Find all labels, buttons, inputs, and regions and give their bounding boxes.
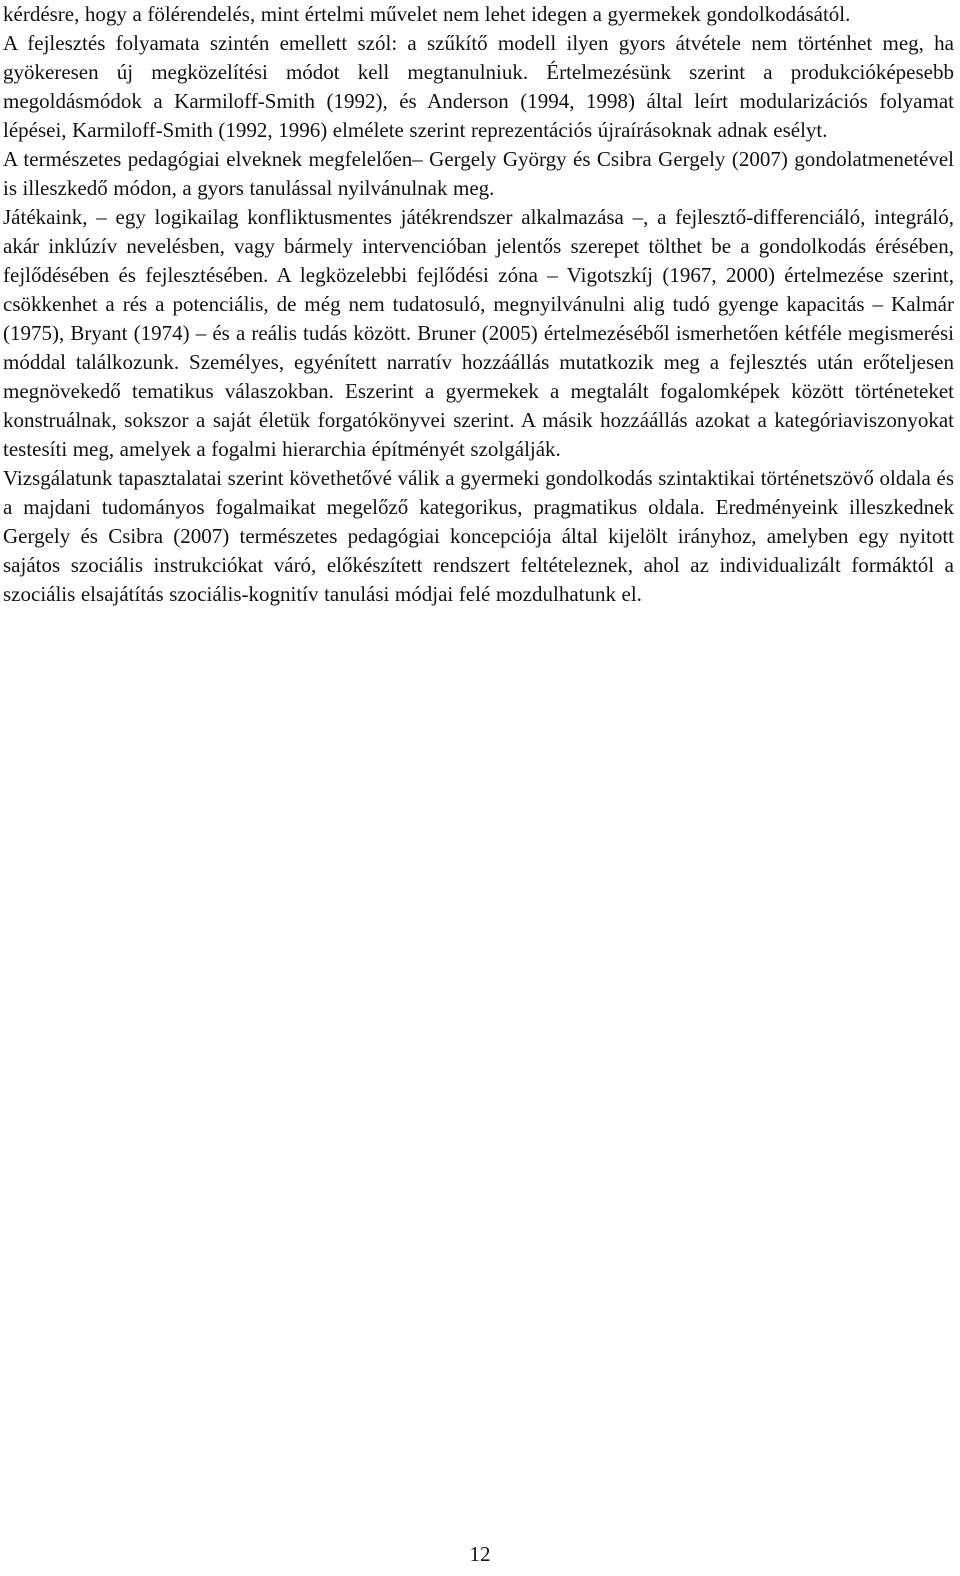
paragraph-5: Vizsgálatunk tapasztalatai szerint követhetővé válik a gyermeki gondolkodás szintaktikai történetszövő oldala és a majdani tudományos fogalmaikat megelőző kategorikus, pragmatikus oldala. Eredményeink illeszkednek Gergely és Csibra (2007) természetes pedagógiai koncepciója által kijelölt irányhoz, amelyben egy nyitott sajátos szociális instrukciókat váró, előkészített rendszert feltételeznek, ahol az individualizált formáktól a szociális elsajátítás szociális-kognitív tanulási módjai felé mozdulhatunk el.	[3, 466, 954, 606]
paragraph-3: A természetes pedagógiai elveknek megfelelően– Gergely György és Csibra Gergely (2007) gondolatmenetével is illeszkedő módon, a gyors tanulással nyilvánulnak meg.	[3, 147, 954, 200]
page-number: 12	[469, 1542, 491, 1566]
paragraph-4: Játékaink, – egy logikailag konfliktusmentes játékrendszer alkalmazása –, a fejlesztő-differenciáló, integráló, akár inklúzív nevelésben, vagy bármely intervencióban jelentős szerepet tölthet be a gondolkodás érésében, fejlődésében és fejlesztésében. A legközelebbi fejlődési zóna – Vigotszkíj (1967, 2000) értelmezése szerint, csökkenhet a rés a potenciális, de még nem tudatosuló, megnyilvánulni alig tudó gyenge kapacitás – Kalmár (1975), Bryant (1974) – és a reális tudás között. Bruner (2005) értelmezéséből ismerhetően kétféle megismerési móddal találkozunk. Személyes, egyénített narratív hozzáállás mutatkozik meg a fejlesztés után erőteljesen megnövekedő tematikus válaszokban. Eszerint a gyermekek a megtalált fogalomképek között történeteket konstruálnak, sokszor a saját életük forgatókönyvei szerint. A másik hozzáállás azokat a kategóriaviszonyokat testesíti meg, amelyek a fogalmi hierarchia építményét szolgálják.	[3, 205, 954, 461]
paragraph-1: kérdésre, hogy a fölérendelés, mint értelmi művelet nem lehet idegen a gyermekek gondolkodásától.	[3, 2, 851, 26]
paragraph-2: A fejlesztés folyamata szintén emellett szól: a szűkítő modell ilyen gyors átvétele nem történhet meg, ha gyökeresen új megközelítési módot kell megtanulniuk. Értelmezésünk szerint a produkcióképesebb megoldásmódok a Karmiloff-Smith (1992), és Anderson (1994, 1998) által leírt modularizációs folyamat lépései, Karmiloff-Smith (1992, 1996) elmélete szerint reprezentációs újraírásoknak adnak esélyt.	[3, 31, 954, 142]
document-body	[3, 0, 954, 609]
